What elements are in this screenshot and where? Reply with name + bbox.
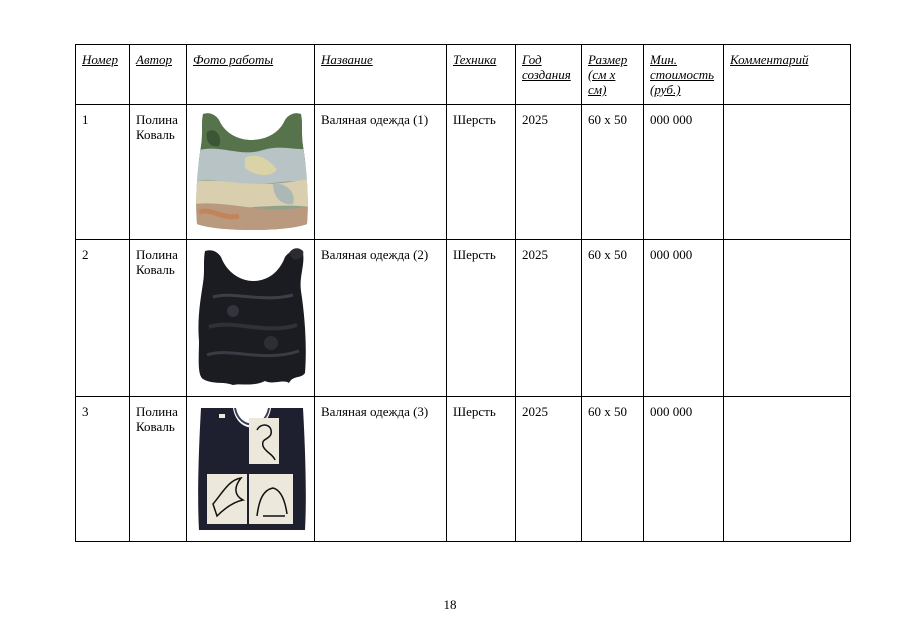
cell-author: Полина Коваль xyxy=(130,240,187,397)
cell-size: 60 х 50 xyxy=(582,397,644,542)
cell-technique: Шерсть xyxy=(447,240,516,397)
header-photo: Фото работы xyxy=(187,45,315,105)
catalog-table xyxy=(75,44,851,542)
table-row xyxy=(76,240,851,397)
cell-title: Валяная одежда (2) xyxy=(315,240,447,397)
cell-min-price: 000 000 xyxy=(644,397,724,542)
cell-photo xyxy=(187,105,315,240)
header-number: Номер xyxy=(76,45,130,105)
cell-photo xyxy=(187,240,315,397)
cell-author: Полина Коваль xyxy=(130,105,187,240)
felted-top-multicolor-photo xyxy=(193,112,311,232)
cell-title: Валяная одежда (1) xyxy=(315,105,447,240)
cell-author: Полина Коваль xyxy=(130,397,187,542)
cell-number: 1 xyxy=(76,105,130,240)
cell-number: 3 xyxy=(76,397,130,542)
header-min-price: Мин. стоимость (руб.) xyxy=(644,45,724,105)
cell-min-price: 000 000 xyxy=(644,240,724,397)
cell-year: 2025 xyxy=(516,397,582,542)
cell-photo xyxy=(187,397,315,542)
table-row xyxy=(76,105,851,240)
header-author: Автор xyxy=(130,45,187,105)
header-title: Название xyxy=(315,45,447,105)
cell-number: 2 xyxy=(76,240,130,397)
felted-top-black-photo xyxy=(193,247,311,389)
header-row xyxy=(76,45,851,105)
felted-vest-black-white-photo xyxy=(193,404,311,534)
cell-year: 2025 xyxy=(516,240,582,397)
header-size: Размер (см х см) xyxy=(582,45,644,105)
cell-technique: Шерсть xyxy=(447,105,516,240)
header-comment: Комментарий xyxy=(724,45,851,105)
cell-technique: Шерсть xyxy=(447,397,516,542)
cell-comment xyxy=(724,105,851,240)
header-year: Год создания xyxy=(516,45,582,105)
page-number: 18 xyxy=(443,597,457,612)
cell-size: 60 х 50 xyxy=(582,240,644,397)
header-technique: Техника xyxy=(447,45,516,105)
cell-size: 60 х 50 xyxy=(582,105,644,240)
cell-min-price: 000 000 xyxy=(644,105,724,240)
cell-year: 2025 xyxy=(516,105,582,240)
cell-title: Валяная одежда (3) xyxy=(315,397,447,542)
table-row xyxy=(76,397,851,542)
cell-comment xyxy=(724,240,851,397)
cell-comment xyxy=(724,397,851,542)
